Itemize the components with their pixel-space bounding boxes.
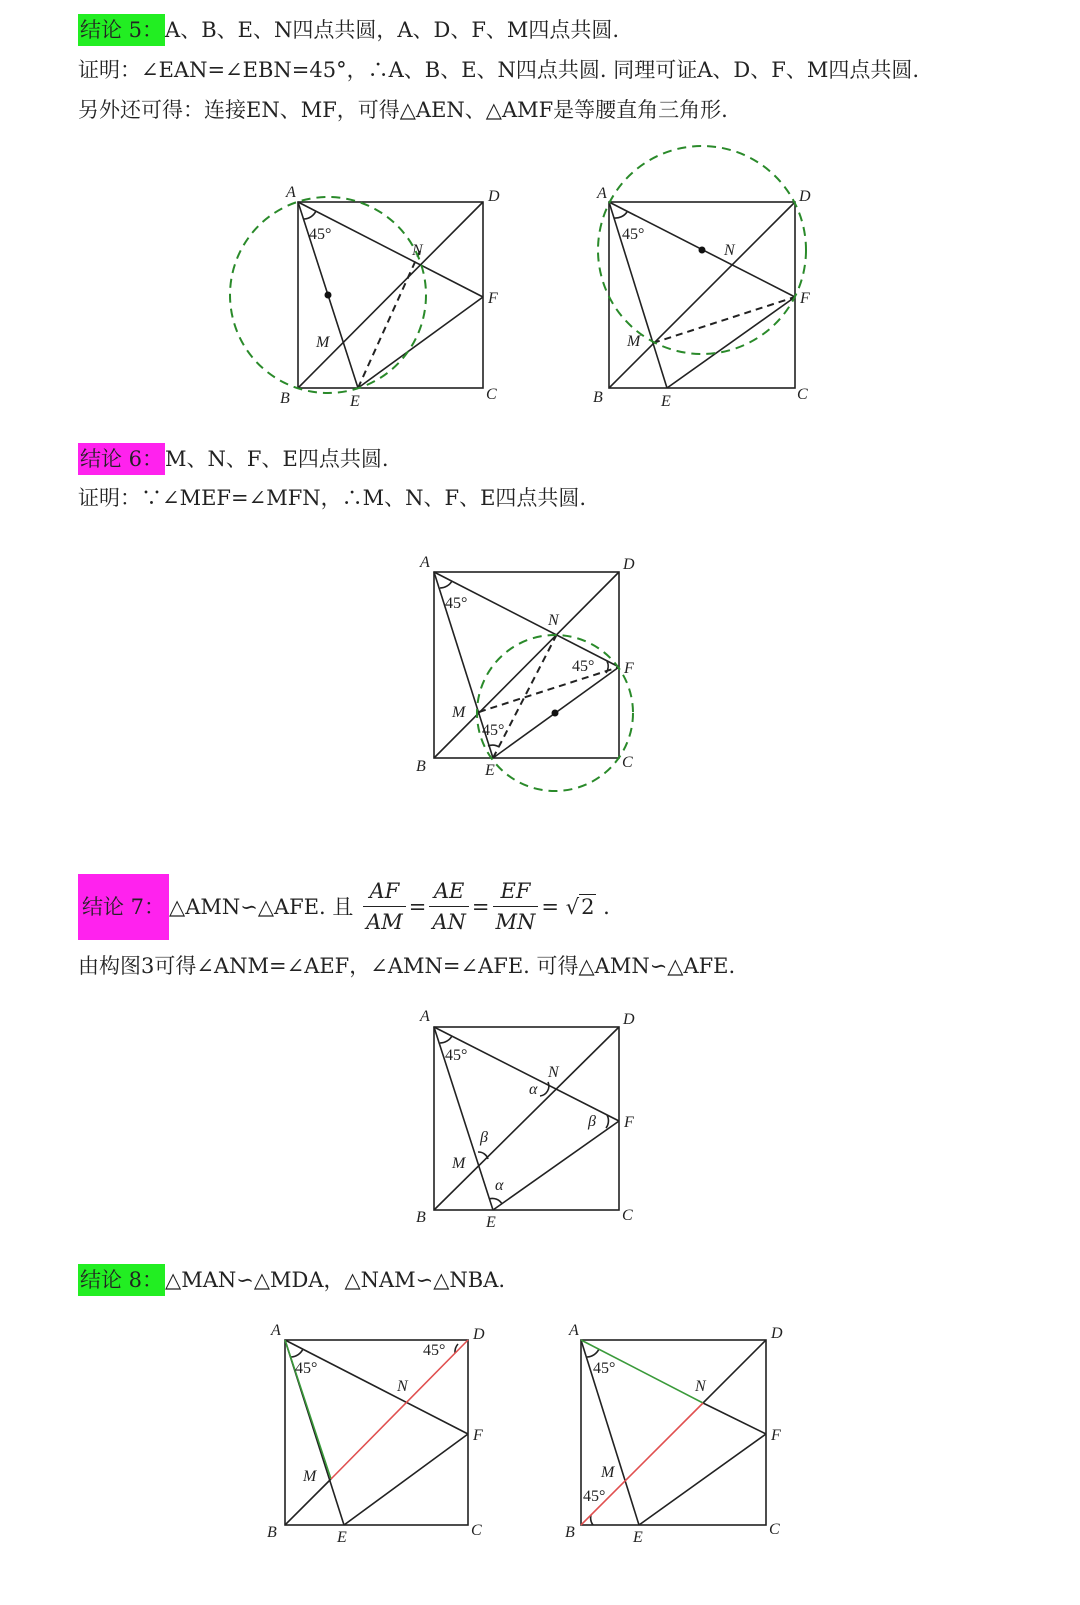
angle-beta-m: β bbox=[480, 1129, 488, 1146]
c5-statement-line bbox=[78, 14, 619, 46]
angle-45-f: 45° bbox=[572, 658, 595, 675]
angle-arc bbox=[614, 212, 627, 218]
center-dot bbox=[325, 292, 332, 299]
angle-45-a: 45° bbox=[593, 1360, 616, 1377]
figure-c6 bbox=[400, 545, 650, 795]
label-b: B bbox=[280, 390, 290, 407]
segment-nf bbox=[703, 1403, 766, 1434]
label-m: M bbox=[316, 334, 330, 351]
frac3-num: EF bbox=[493, 876, 539, 907]
label-f: F bbox=[624, 1114, 634, 1131]
c7-statement-line bbox=[78, 872, 610, 938]
angle-45: 45° bbox=[445, 1047, 468, 1064]
label-e: E bbox=[485, 762, 495, 779]
center-dot bbox=[699, 247, 706, 254]
dashed-en bbox=[493, 634, 557, 758]
label-c: C bbox=[797, 386, 808, 403]
label-m: M bbox=[452, 704, 466, 721]
angle-alpha-n: α bbox=[529, 1081, 538, 1098]
red-md bbox=[331, 1340, 468, 1479]
label-e: E bbox=[486, 1214, 496, 1231]
frac3-den: MN bbox=[495, 910, 536, 934]
red-bn bbox=[581, 1403, 703, 1525]
label-n: N bbox=[397, 1378, 408, 1395]
angle-arc-a bbox=[587, 1349, 599, 1357]
segment-af bbox=[298, 202, 483, 297]
label-c: C bbox=[486, 386, 497, 403]
label-a: A bbox=[420, 1008, 430, 1025]
label-b: B bbox=[416, 758, 426, 775]
figure-c8-left bbox=[255, 1315, 525, 1550]
c5-tag: 结论 5： bbox=[78, 14, 165, 46]
angle-45-e: 45° bbox=[482, 722, 505, 739]
c5-statement: A、B、E、N四点共圆，A、D、F、M四点共圆. bbox=[165, 18, 620, 42]
c8-tag: 结论 8： bbox=[78, 1264, 165, 1296]
angle-arc-a bbox=[440, 581, 452, 588]
angle-beta-f: β bbox=[588, 1113, 596, 1130]
label-a: A bbox=[569, 1322, 579, 1339]
frac1-num: AF bbox=[363, 876, 406, 907]
label-c: C bbox=[769, 1521, 780, 1538]
sqrt-two: √2 bbox=[565, 894, 595, 919]
diagonal-nd bbox=[703, 1340, 766, 1403]
label-m: M bbox=[303, 1468, 317, 1485]
figure-c5-right bbox=[585, 140, 825, 415]
label-a: A bbox=[271, 1322, 281, 1339]
label-m: M bbox=[452, 1155, 466, 1172]
label-d: D bbox=[488, 188, 500, 205]
label-b: B bbox=[593, 389, 603, 406]
fraction-ae-an bbox=[429, 876, 469, 937]
c5-extra: 另外还可得：连接EN、MF，可得△AEN、△AMF是等腰直角三角形. bbox=[78, 98, 728, 122]
label-n: N bbox=[548, 1064, 559, 1081]
c5-proof: 证明：∠EAN=∠EBN=45°，∴A、B、E、N四点共圆. 同理可证A、D、F、M四点共圆. bbox=[78, 58, 920, 82]
label-a: A bbox=[597, 185, 607, 202]
equals-1: = bbox=[408, 894, 427, 919]
angle-45-a: 45° bbox=[445, 595, 468, 612]
label-b: B bbox=[565, 1524, 575, 1541]
label-n: N bbox=[548, 612, 559, 629]
c6-statement: M、N、F、E四点共圆. bbox=[165, 447, 389, 471]
dashed-en bbox=[358, 251, 420, 388]
angle-45-b: 45° bbox=[583, 1488, 606, 1505]
segment-ef bbox=[493, 1121, 619, 1210]
label-d: D bbox=[473, 1326, 485, 1343]
equals-3: = bbox=[541, 894, 560, 919]
label-a: A bbox=[420, 554, 430, 571]
center-dot bbox=[552, 710, 559, 717]
label-e: E bbox=[661, 393, 671, 410]
diagonal-bm bbox=[285, 1479, 331, 1525]
label-d: D bbox=[771, 1325, 783, 1342]
figure-c8-right bbox=[555, 1315, 805, 1550]
label-d: D bbox=[623, 1011, 635, 1028]
frac1-den: AM bbox=[366, 910, 403, 934]
angle-arc-f bbox=[606, 1115, 608, 1128]
label-e: E bbox=[350, 393, 360, 410]
angle-arc-a bbox=[291, 1349, 303, 1357]
label-a: A bbox=[286, 184, 296, 201]
label-n: N bbox=[695, 1378, 706, 1395]
angle-alpha-e: α bbox=[495, 1177, 504, 1194]
fraction-af-am bbox=[363, 876, 406, 937]
label-d: D bbox=[623, 556, 635, 573]
c7-end-period: . bbox=[603, 894, 610, 919]
figure-c5-left bbox=[220, 175, 520, 415]
frac2-den: AN bbox=[432, 910, 466, 934]
equals-2: = bbox=[471, 894, 490, 919]
angle-arc bbox=[304, 211, 316, 219]
angle-45-d: 45° bbox=[423, 1342, 446, 1359]
c6-tag: 结论 6： bbox=[78, 443, 165, 475]
label-c: C bbox=[622, 754, 633, 771]
c8-statement: △MAN∽△MDA，△NAM∽△NBA. bbox=[165, 1268, 506, 1292]
label-d: D bbox=[799, 188, 811, 205]
label-f: F bbox=[473, 1427, 483, 1444]
label-f: F bbox=[624, 660, 634, 677]
label-e: E bbox=[337, 1529, 347, 1546]
angle-45: 45° bbox=[309, 226, 332, 243]
label-f: F bbox=[488, 290, 498, 307]
label-c: C bbox=[622, 1207, 633, 1224]
sqrt-radicand: 2 bbox=[581, 894, 595, 919]
label-n: N bbox=[412, 242, 423, 259]
dashed-mf bbox=[653, 297, 795, 343]
segment-af bbox=[434, 572, 619, 667]
label-b: B bbox=[267, 1524, 277, 1541]
segment-af bbox=[434, 1027, 619, 1121]
angle-arc-f bbox=[606, 661, 608, 673]
label-f: F bbox=[800, 290, 810, 307]
c8-statement-line bbox=[78, 1264, 505, 1296]
label-c: C bbox=[471, 1522, 482, 1539]
fraction-ef-mn bbox=[493, 876, 539, 937]
label-f: F bbox=[771, 1427, 781, 1444]
angle-45-a: 45° bbox=[295, 1360, 318, 1377]
label-m: M bbox=[601, 1464, 615, 1481]
label-m: M bbox=[627, 333, 641, 350]
c6-statement-line bbox=[78, 443, 389, 475]
angle-arc-b bbox=[591, 1515, 593, 1525]
c6-proof: 证明：∵∠MEF=∠MFN，∴M、N、F、E四点共圆. bbox=[78, 486, 587, 510]
c7-tag: 结论 7： bbox=[78, 874, 169, 940]
dashed-mf bbox=[479, 667, 619, 712]
segment-ef bbox=[358, 297, 483, 388]
c7-statement: △AMN∽△AFE. 且 bbox=[169, 894, 354, 919]
label-n: N bbox=[724, 242, 735, 259]
frac2-num: AE bbox=[429, 876, 469, 907]
angle-45: 45° bbox=[622, 226, 645, 243]
label-b: B bbox=[416, 1209, 426, 1226]
label-e: E bbox=[633, 1529, 643, 1546]
c7-proof: 由构图3可得∠ANM=∠AEF，∠AMN=∠AFE. 可得△AMN∽△AFE. bbox=[78, 954, 736, 978]
figure-c7 bbox=[400, 1000, 650, 1235]
angle-arc-a bbox=[440, 1036, 452, 1043]
